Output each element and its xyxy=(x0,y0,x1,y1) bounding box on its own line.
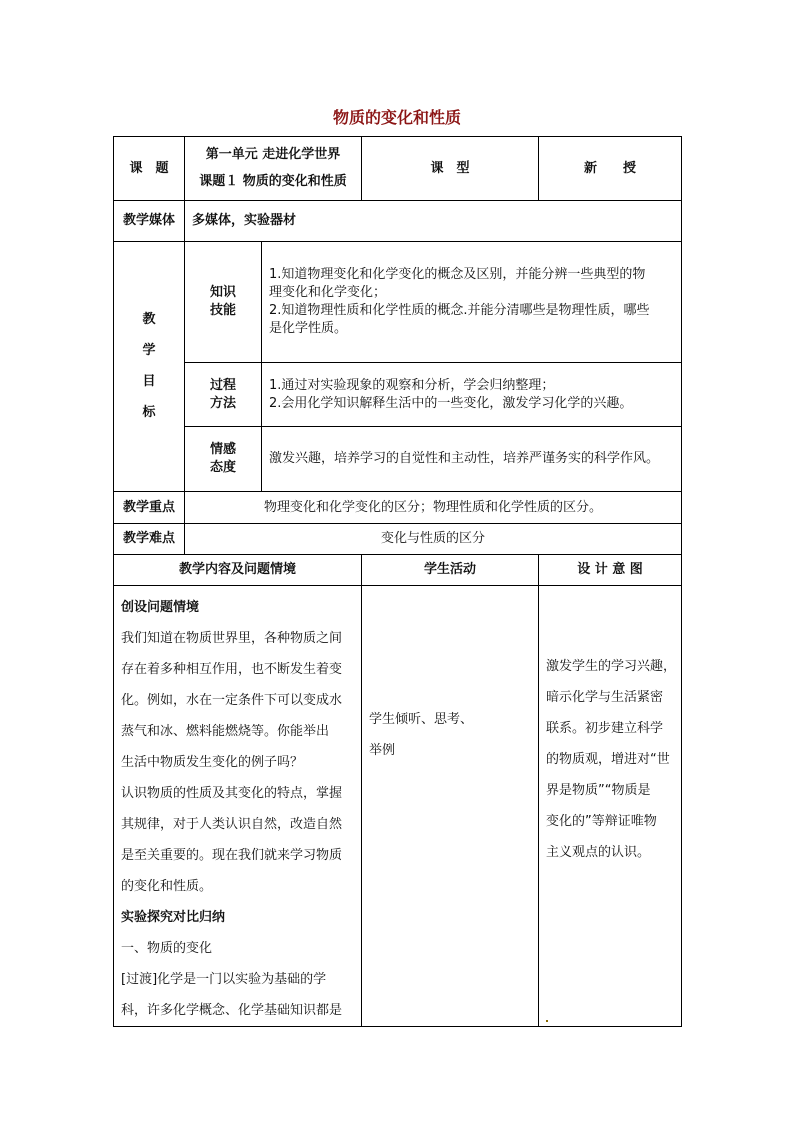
goal-line: 2.会用化学知识解释生活中的一些变化，激发学习化学的兴趣。 xyxy=(269,395,633,411)
topic-label: 课 题 xyxy=(114,137,185,201)
column-header-content: 教学内容及问题情境 xyxy=(114,555,362,586)
goal-subheading-line: 方法 xyxy=(209,395,236,411)
content-line: 是至关重要的。现在我们就来学习物质 xyxy=(121,848,343,863)
type-value: 新 授 xyxy=(539,137,682,201)
goal-subheading-line: 态度 xyxy=(209,460,236,475)
design-intent-line: 联系。初步建立科学 xyxy=(546,721,664,736)
student-activity-line: 举例 xyxy=(369,743,396,758)
goal-subheading xyxy=(185,427,262,492)
content-line: 蒸气和冰、燃料能燃烧等。你能举出 xyxy=(121,724,330,739)
media-label: 教学媒体 xyxy=(114,201,185,242)
goal-line: 激发兴趣，培养学习的自觉性和主动性，培养严谨务实的科学作风。 xyxy=(269,451,660,466)
content-line: 化。例如，水在一定条件下可以变成水 xyxy=(121,693,343,708)
content-line: 科，许多化学概念、化学基础知识都是 xyxy=(121,1003,343,1018)
content-line: 一、物质的变化 xyxy=(121,941,213,956)
goal-description xyxy=(262,363,682,427)
unit-title: 第一单元 走进化学世界 xyxy=(205,147,341,162)
topic-cell xyxy=(185,137,362,201)
goal-subheading-line: 过程 xyxy=(209,377,236,393)
design-intent-line: 激发学生的学习兴趣， xyxy=(546,659,677,674)
column-header-activity: 学生活动 xyxy=(362,555,539,586)
content-line: 其规律，对于人类认识自然，改造自然 xyxy=(121,817,343,832)
lesson-title: 课题１ 物质的变化和性质 xyxy=(199,174,347,189)
goal-description xyxy=(262,427,682,492)
difficulties-value: 变化与性质的区分 xyxy=(185,524,682,555)
content-line: 的变化和性质。 xyxy=(121,879,213,894)
design-intent-line: 主义观点的认识。 xyxy=(546,845,651,860)
goals-label-char: 目 xyxy=(142,374,156,389)
design-intent-line: 变化的”等辩证唯物 xyxy=(546,814,657,829)
goal-line: 1.通过对实验现象的观察和分析，学会归纳整理； xyxy=(269,377,555,393)
goals-label-char: 教 xyxy=(142,312,156,327)
design-intent-line: 界是物质”“物质是 xyxy=(546,783,651,798)
media-value: 多媒体，实验器材 xyxy=(185,201,682,242)
design-intent-cell xyxy=(539,586,682,1027)
goal-subheading xyxy=(185,242,262,363)
key-points-value: 物理变化和化学变化的区分；物理性质和化学性质的区分。 xyxy=(185,492,682,524)
goal-subheading-line: 技能 xyxy=(209,303,236,318)
type-label: 课 型 xyxy=(362,137,539,201)
goals-label-char: 学 xyxy=(142,343,156,358)
goal-subheading xyxy=(185,363,262,427)
document-title: 物质的变化和性质 xyxy=(332,108,461,127)
key-points-label: 教学重点 xyxy=(114,492,185,524)
goal-subheading-line: 知识 xyxy=(209,285,236,300)
difficulties-label: 教学难点 xyxy=(114,524,185,555)
design-intent-line: 的物质观，增进对“世 xyxy=(546,752,670,767)
content-line: 创设问题情境 xyxy=(121,600,200,615)
content-line: [过渡]化学是一门以实验为基础的学 xyxy=(121,972,327,987)
goal-description xyxy=(262,242,682,363)
student-activity-cell xyxy=(362,586,539,1027)
goals-label-char: 标 xyxy=(142,405,156,420)
margin-dot xyxy=(546,1020,548,1022)
goal-subheading-line: 情感 xyxy=(209,442,236,457)
content-line: 实验探究对比归纳 xyxy=(121,910,226,925)
goals-label xyxy=(114,242,185,492)
content-line: 生活中物质发生变化的例子吗？ xyxy=(121,755,304,770)
lesson-plan-table xyxy=(113,136,682,1027)
goal-line: 1.知道物理变化和化学变化的概念及区别，并能分辨一些典型的物 xyxy=(269,267,646,282)
content-line: 存在着多种相互作用，也不断发生着变 xyxy=(121,662,343,677)
student-activity-line: 学生倾听、思考、 xyxy=(369,712,474,727)
goal-line: 2.知道物理性质和化学性质的概念.并能分清哪些是物理性质，哪些 xyxy=(269,303,650,318)
content-line: 我们知道在物质世界里，各种物质之间 xyxy=(121,631,343,646)
content-line: 认识物质的性质及其变化的特点，掌握 xyxy=(121,786,343,801)
column-header-intent: 设 计 意 图 xyxy=(539,555,682,586)
design-intent-line: 暗示化学与生活紧密 xyxy=(546,690,664,705)
goal-line: 是化学性质。 xyxy=(269,321,348,336)
content-cell xyxy=(114,586,362,1027)
goal-line: 理变化和化学变化； xyxy=(269,285,387,300)
